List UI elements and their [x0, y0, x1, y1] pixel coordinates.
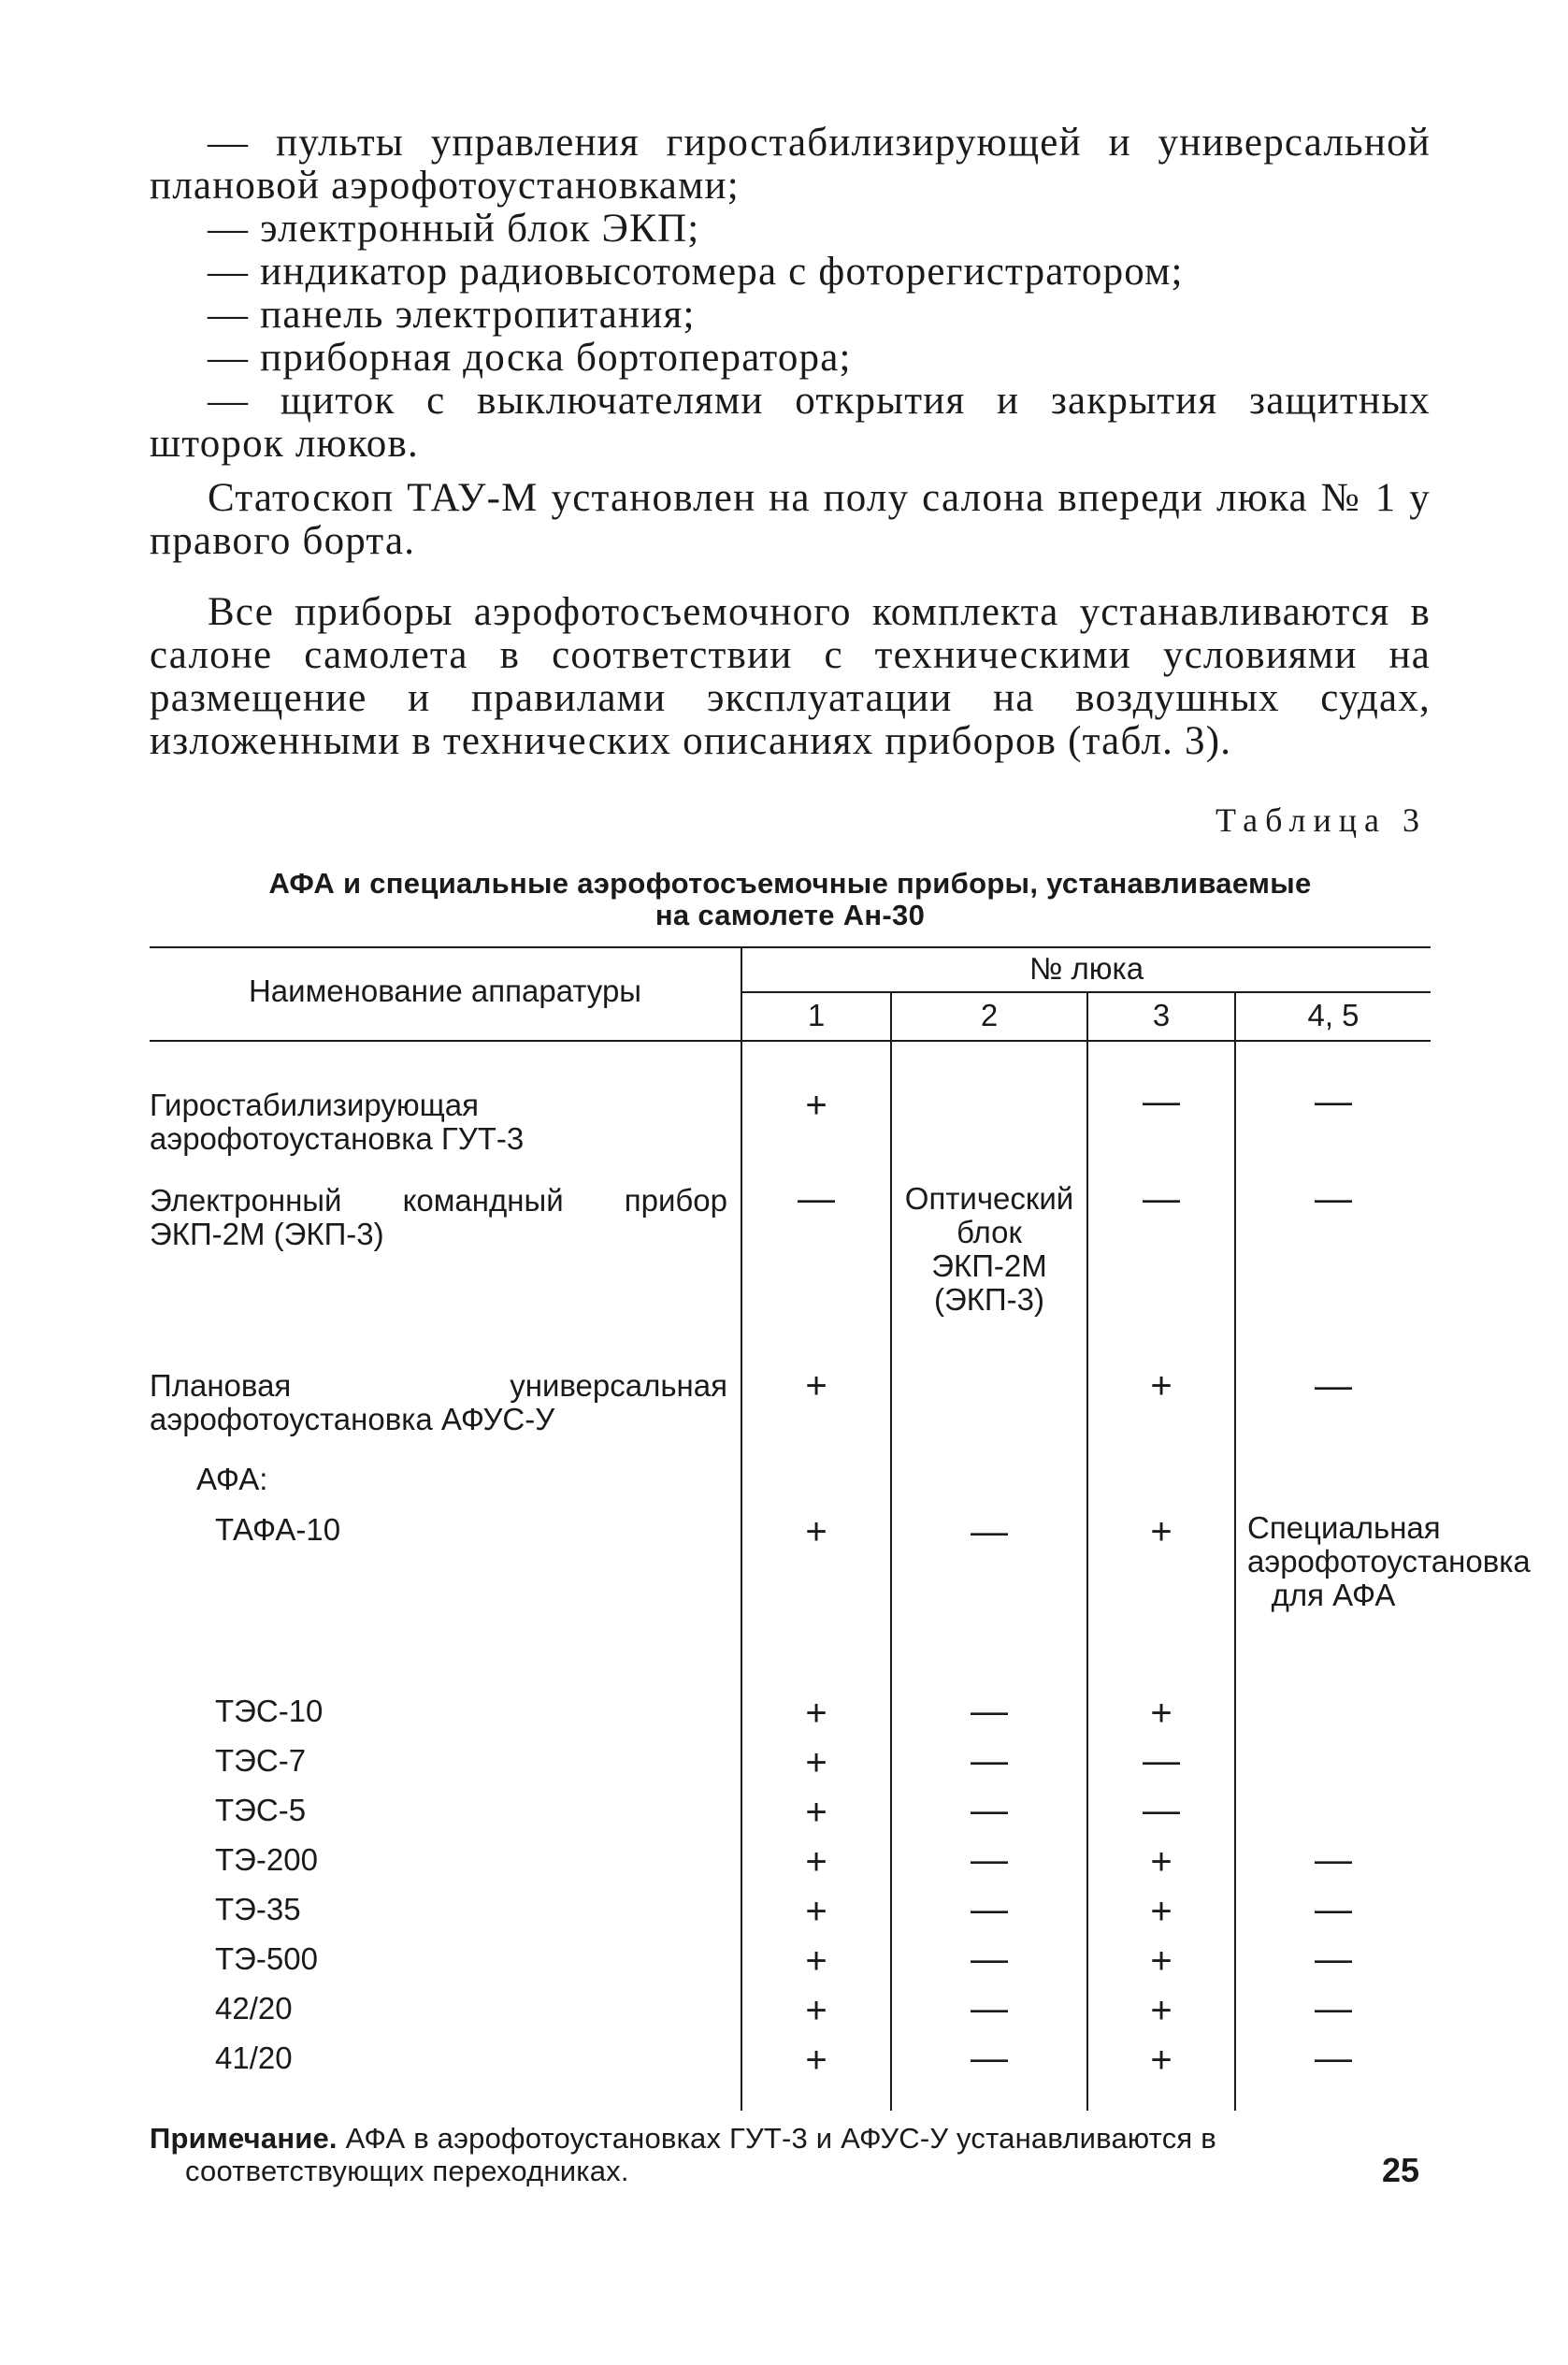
row-afus-col-3: + — [1150, 1365, 1172, 1406]
list-item: — электронный блок ЭКП; — [208, 207, 700, 251]
row-tafa-col-45: Специальная аэрофотоустановка для АФА — [1247, 1510, 1531, 1612]
row-tes10-col-2: — — [971, 1691, 1008, 1732]
row-te500-col-45: — — [1315, 1939, 1352, 1980]
table-label: Таблица 3 — [1216, 801, 1427, 839]
list-item: — щиток с выключателями открытия и закрытия защитных шторок люков. — [150, 379, 1431, 466]
paragraph-instruments: Все приборы аэрофотосъемочного комплекта устанавливаются в салоне самолета в соответствии с техническими условиями на размещение и правилами эксплуатации на воздушных судах, изложенными в технических описаниях приборов (табл. 3). — [150, 590, 1431, 763]
table-note — [150, 2122, 1431, 2187]
row-tes7-col-1: + — [805, 1742, 827, 1783]
list-item: — пульты управления гиростабилизирующей и универсальной плановой аэрофотоустановками; — [150, 121, 1431, 208]
row-name-ekp: Электронный командный прибор ЭКП-2М (ЭКП-3) — [150, 1183, 727, 1251]
row-te200-col-2: — — [971, 1839, 1008, 1881]
table-title-line-2: на самолете Ан-30 — [655, 899, 926, 931]
row-4220-col-45: — — [1315, 1988, 1352, 2029]
row-4220-col-2: — — [971, 1988, 1008, 2029]
row-gut-col-45: — — [1315, 1081, 1352, 1122]
row-afus-col-45: — — [1315, 1365, 1352, 1406]
row-tafa-col-1: + — [805, 1511, 827, 1552]
row-ekp-col-2: Оптический блок ЭКП-2М (ЭКП-3) — [904, 1181, 1074, 1317]
row-name-afus: Плановая универсальная аэрофотоустановка АФУС-У — [150, 1368, 727, 1436]
row-te35-col-2: — — [971, 1889, 1008, 1930]
row-te200-col-1: + — [805, 1841, 827, 1882]
row-te35-col-3: + — [1150, 1891, 1172, 1932]
row-tes5-col-2: — — [971, 1790, 1008, 1831]
row-name-tafa: ТАФА-10 — [215, 1512, 341, 1547]
header-sub-rule — [741, 991, 1431, 993]
row-gut-col-1: + — [805, 1085, 827, 1126]
table-top-rule — [150, 946, 1431, 948]
row-tes7-col-2: — — [971, 1740, 1008, 1781]
row-4120-col-1: + — [805, 2040, 827, 2081]
page-number: 25 — [1382, 2151, 1420, 2189]
row-te200-col-45: — — [1315, 1839, 1352, 1881]
row-name-4120: 41/20 — [215, 2041, 293, 2075]
row-ekp-col-1: — — [798, 1178, 835, 1219]
row-name-tes5: ТЭС-5 — [215, 1793, 307, 1827]
row-4220-col-3: + — [1150, 1990, 1172, 2031]
row-4120-col-2: — — [971, 2038, 1008, 2079]
header-col-1: 1 — [807, 998, 826, 1032]
paragraph-statoscope: Статоскоп ТАУ-М установлен на полу салона впереди люка № 1 у правого борта. — [150, 476, 1431, 563]
row-te500-col-3: + — [1150, 1940, 1172, 1982]
note-label: Примечание. — [150, 2122, 338, 2155]
list-item: — приборная доска бортоператора; — [208, 336, 852, 380]
afa-heading: АФА: — [196, 1462, 268, 1496]
row-te500-col-1: + — [805, 1940, 827, 1982]
row-tafa-col-3: + — [1150, 1511, 1172, 1552]
row-gut-col-3: — — [1143, 1081, 1180, 1122]
page-content — [150, 121, 1531, 2187]
row-te35-col-1: + — [805, 1891, 827, 1932]
list-item: — панель электропитания; — [208, 293, 696, 337]
note-text: АФА в аэрофотоустановках ГУТ-3 и АФУС-У устанавливаются в соответствующих переходниках. — [185, 2122, 1216, 2187]
row-4120-col-3: + — [1150, 2040, 1172, 2081]
row-name-4220: 42/20 — [215, 1991, 293, 2026]
header-bottom-rule — [150, 1040, 1431, 1042]
row-te200-col-3: + — [1150, 1841, 1172, 1882]
row-name-tes7: ТЭС-7 — [215, 1743, 307, 1778]
table-title-line-1: АФА и специальные аэрофотосъемочные приборы, устанавливаемые — [268, 867, 1312, 900]
table-title — [150, 868, 1431, 931]
row-te35-col-45: — — [1315, 1889, 1352, 1930]
row-tafa-col-2: — — [971, 1511, 1008, 1552]
row-name-tes10: ТЭС-10 — [215, 1694, 324, 1728]
row-ekp-col-45: — — [1315, 1178, 1352, 1219]
row-4220-col-1: + — [805, 1990, 827, 2031]
list-item: — индикатор радиовысотомера с фоторегистратором; — [208, 250, 1184, 294]
row-name-te200: ТЭ-200 — [215, 1842, 318, 1877]
row-tes5-col-3: — — [1143, 1790, 1180, 1831]
row-te500-col-2: — — [971, 1939, 1008, 1980]
header-hatch: № люка — [1029, 951, 1144, 986]
header-col-45: 4, 5 — [1307, 998, 1359, 1032]
row-name-te35: ТЭ-35 — [215, 1892, 301, 1926]
row-name-te500: ТЭ-500 — [215, 1941, 318, 1976]
row-4120-col-45: — — [1315, 2038, 1352, 2079]
header-col-3: 3 — [1152, 998, 1171, 1032]
row-tes10-col-3: + — [1150, 1693, 1172, 1734]
row-name-gut: Гиростабилизирующая аэрофотоустановка ГУТ-3 — [150, 1088, 525, 1156]
header-col-2: 2 — [980, 998, 999, 1032]
equipment-table — [150, 946, 1531, 2111]
row-tes10-col-1: + — [805, 1693, 827, 1734]
row-tes7-col-3: — — [1143, 1740, 1180, 1781]
row-afus-col-1: + — [805, 1365, 827, 1406]
header-name: Наименование аппаратуры — [248, 973, 642, 1008]
row-tes5-col-1: + — [805, 1792, 827, 1833]
row-ekp-col-3: — — [1143, 1178, 1180, 1219]
